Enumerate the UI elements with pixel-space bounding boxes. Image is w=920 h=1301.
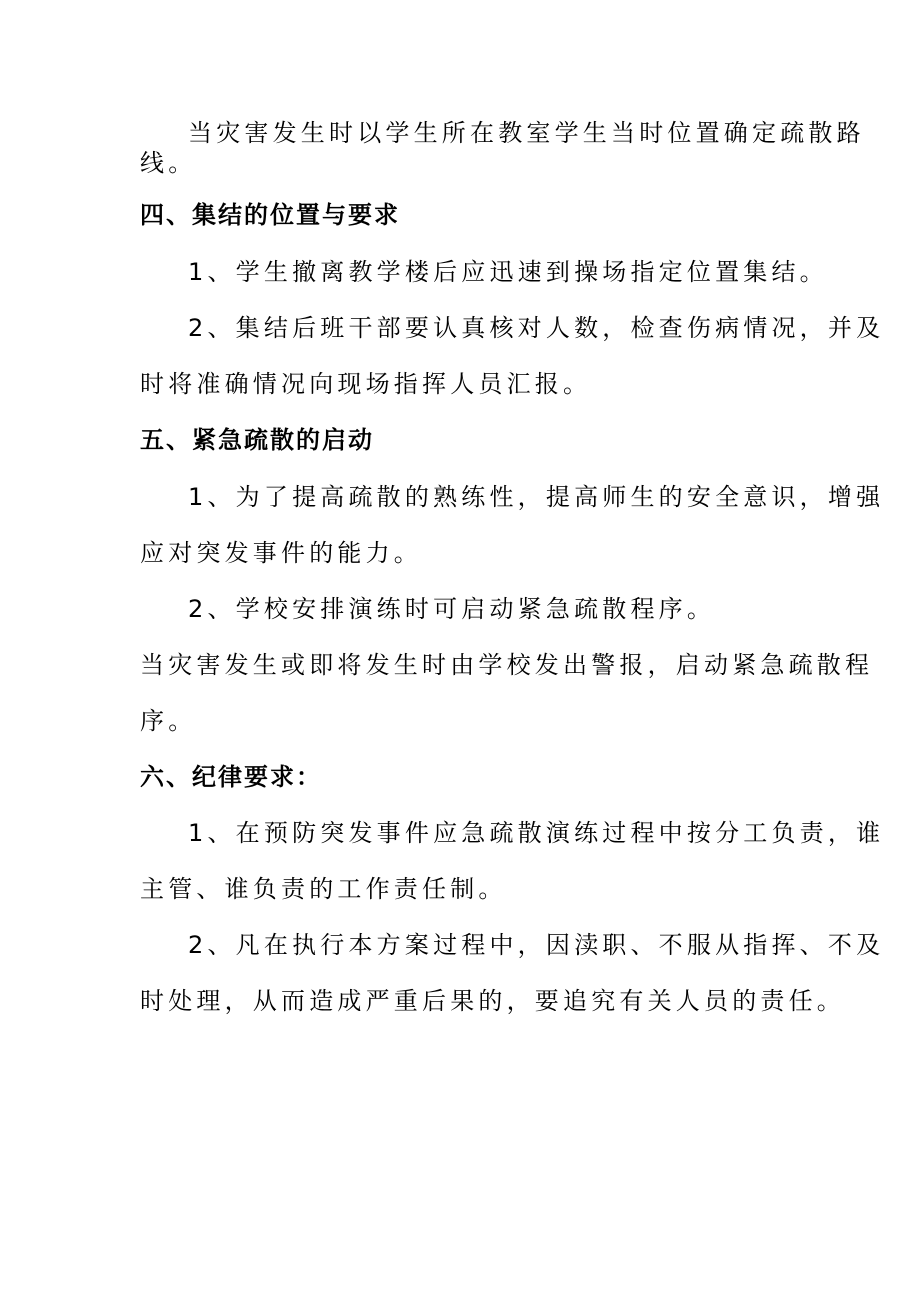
paragraph-line: 时将准确情况向现场指挥人员汇报。 bbox=[140, 370, 592, 398]
paragraph-line: 线。 bbox=[140, 149, 197, 177]
list-item: 1、在预防突发事件应急疏散演练过程中按分工负责，谁 bbox=[188, 819, 885, 847]
section-heading-5: 五、紧急疏散的启动 bbox=[140, 426, 374, 454]
list-item: 1、学生撤离教学楼后应迅速到操场指定位置集结。 bbox=[188, 258, 828, 286]
paragraph-line: 序。 bbox=[140, 707, 197, 735]
list-item: 2、集结后班干部要认真核对人数，检查伤病情况，并及 bbox=[188, 314, 885, 342]
paragraph-line: 当灾害发生或即将发生时由学校发出警报，启动紧急疏散程 bbox=[140, 651, 874, 679]
list-item: 1、为了提高疏散的熟练性，提高师生的安全意识，增强 bbox=[188, 483, 885, 511]
paragraph-line: 时处理，从而造成严重后果的，要追究有关人员的责任。 bbox=[140, 987, 845, 1015]
paragraph-line: 主管、谁负责的工作责任制。 bbox=[140, 875, 507, 903]
paragraph-line: 当灾害发生时以学生所在教室学生当时位置确定疏散路 bbox=[188, 119, 865, 147]
list-item: 2、学校安排演练时可启动紧急疏散程序。 bbox=[188, 595, 716, 623]
section-heading-4: 四、集结的位置与要求 bbox=[140, 201, 400, 229]
paragraph-line: 应对突发事件的能力。 bbox=[140, 539, 422, 567]
section-heading-6: 六、纪律要求： bbox=[140, 763, 322, 791]
list-item: 2、凡在执行本方案过程中，因渎职、不服从指挥、不及 bbox=[188, 931, 885, 959]
